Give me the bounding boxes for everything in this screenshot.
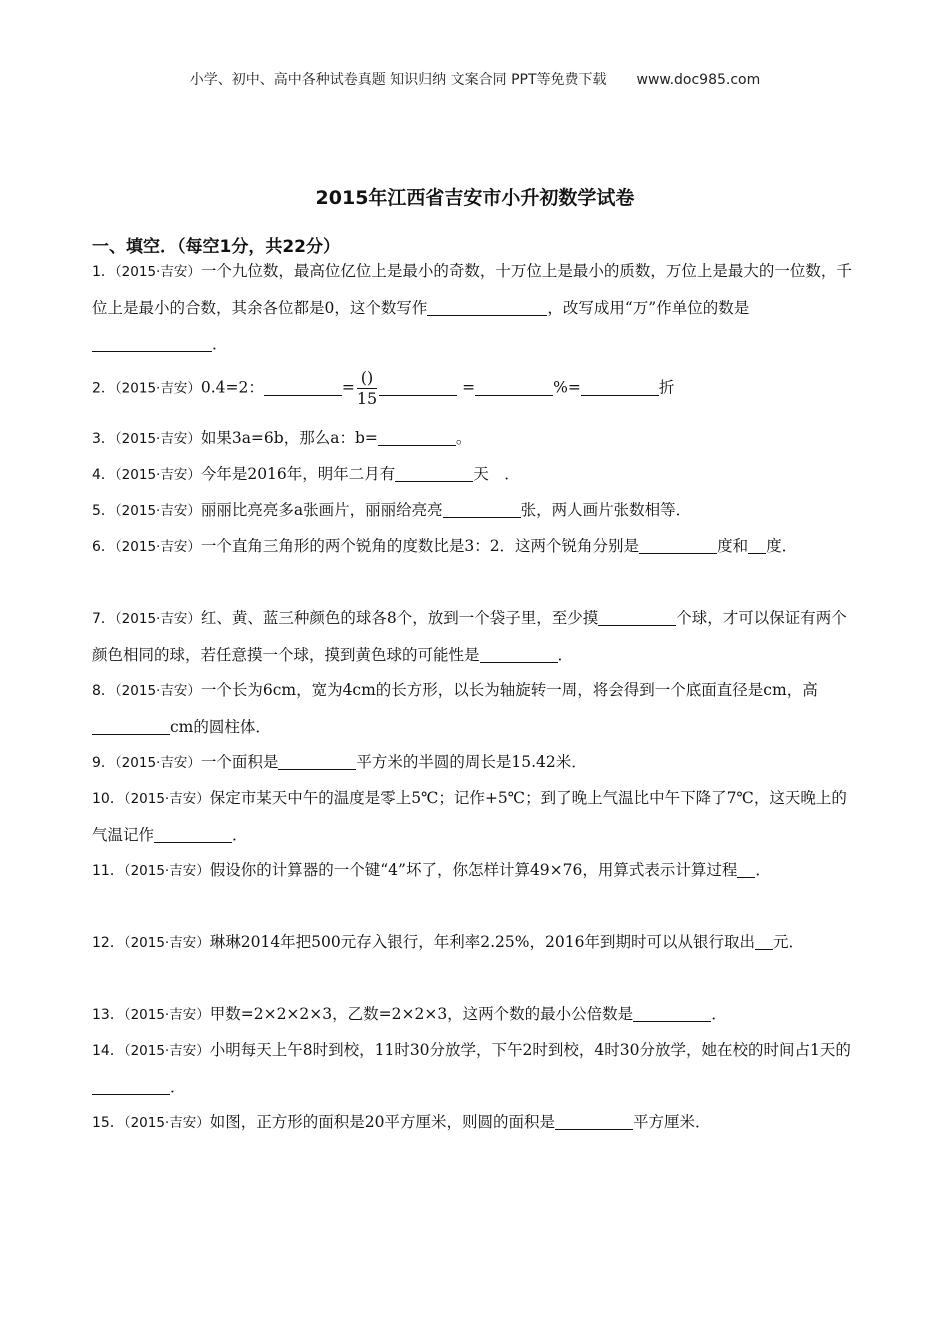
answer-blank[interactable] xyxy=(748,535,766,554)
question-8: 8．（2015·吉安）一个长为6cm，宽为4cm的长方形，以长为轴旋转一周，将会得到一个底面直径是cm，高cm的圆柱体． xyxy=(92,681,818,736)
question-1: 1．（2015·吉安）一个九位数，最高位亿位上是最小的奇数，十万位上是最小的质数，万位上是最大的一位数，千位上是最小的合数，其余各位都是0，这个数写作 ，改写成用“万”作单位的数是． xyxy=(92,262,852,353)
answer-blank[interactable] xyxy=(755,931,773,950)
answer-blank[interactable] xyxy=(378,427,456,446)
question-2: 2．（2015·吉安）0.4=2： = $\frac{()}{15}$ = %= 折 xyxy=(92,368,675,408)
answer-blank[interactable] xyxy=(443,499,521,518)
question-6: 6．（2015·吉安）一个直角三角形的两个锐角的度数比是3：2．这两个锐角分别是 度和 度． xyxy=(92,537,798,555)
answer-blank[interactable] xyxy=(480,644,558,663)
question-4: 4．（2015·吉安）今年是2016年，明年二月有 天 ． xyxy=(92,465,520,483)
answer-blank[interactable] xyxy=(92,1076,170,1095)
answer-blank[interactable] xyxy=(154,824,232,843)
question-13: 13．（2015·吉安）甲数=2×2×2×3，乙数=2×2×3，这两个数的最小公倍数是 ． xyxy=(92,1005,727,1023)
answer-blank[interactable] xyxy=(475,377,553,396)
question-15: 15．（2015·吉安）如图，正方形的面积是20平方厘米，则圆的面积是 平方厘米． xyxy=(92,1113,711,1131)
answer-blank[interactable] xyxy=(92,333,212,352)
answer-blank[interactable] xyxy=(92,716,170,735)
page-header xyxy=(0,69,950,89)
fraction: $\frac{()}{15}$ xyxy=(356,368,378,408)
question-9: 9．（2015·吉安）一个面积是 平方米的半圆的周长是15.42米． xyxy=(92,753,587,771)
answer-blank[interactable] xyxy=(639,535,717,554)
answer-blank[interactable] xyxy=(395,463,473,482)
answer-blank[interactable] xyxy=(264,377,342,396)
answer-blank[interactable] xyxy=(278,751,356,770)
answer-blank[interactable] xyxy=(737,859,755,878)
question-12: 12．（2015·吉安）琳琳2014年把500元存入银行，年利率2.25%，2016年到期时可以从银行取出 元． xyxy=(92,933,804,951)
header-url[interactable]: www.doc985.com xyxy=(636,72,761,88)
answer-blank[interactable] xyxy=(379,377,457,396)
question-10: 10．（2015·吉安）保定市某天中午的温度是零上5℃；记作+5℃；到了晚上气温比中午下降了7℃，这天晚上的气温记作 ． xyxy=(92,789,847,844)
section-heading: 一、填空．（每空1分，共22分） xyxy=(92,237,340,257)
answer-blank[interactable] xyxy=(598,607,676,626)
header-text: 小学、初中、高中各种试卷真题 知识归纳 文案合同 PPT等免费下载 xyxy=(189,72,607,88)
question-14: 14．（2015·吉安）小明每天上午8时到校，11时30分放学，下午2时到校，4时30分放学，她在校的时间占1天的． xyxy=(92,1041,851,1096)
question-7: 7．（2015·吉安）红、黄、蓝三种颜色的球各8个，放到一个袋子里，至少摸 个球，才可以保证有两个颜色相同的球，若任意摸一个球，摸到黄色球的可能性是 ． xyxy=(92,609,847,664)
question-5: 5．（2015·吉安）丽丽比亮亮多a张画片，丽丽给亮亮 张，两人画片张数相等． xyxy=(92,501,692,519)
question-3: 3．（2015·吉安）如果3a=6b，那么a：b= 。 xyxy=(92,429,472,447)
answer-blank[interactable] xyxy=(633,1003,711,1022)
question-11: 11．（2015·吉安）假设你的计算器的一个键“4”坏了，你怎样计算49×76，用算式表示计算过程 ． xyxy=(92,861,771,879)
answer-blank[interactable] xyxy=(581,377,659,396)
answer-blank[interactable] xyxy=(555,1111,633,1130)
page-title: 2015年江西省吉安市小升初数学试卷 xyxy=(315,187,635,209)
answer-blank[interactable] xyxy=(427,297,547,316)
